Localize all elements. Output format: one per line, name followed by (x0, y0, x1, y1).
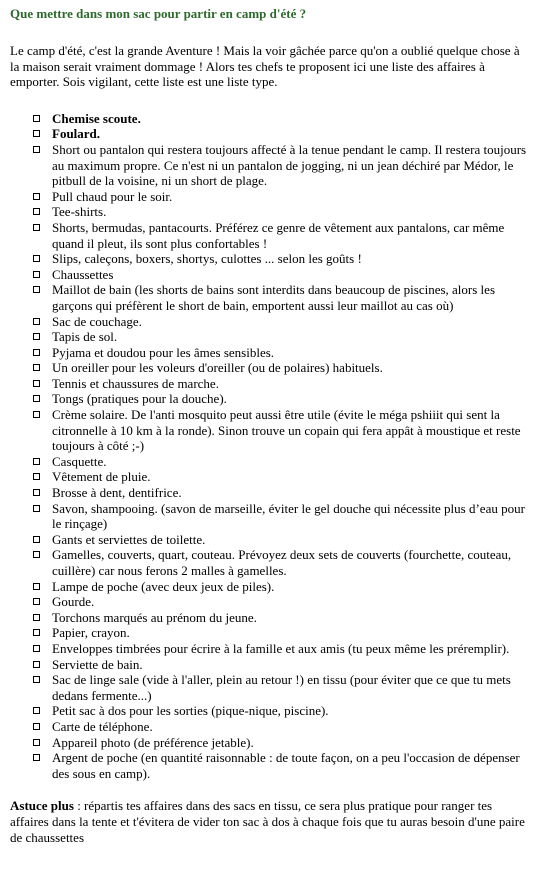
list-item-text: Pull chaud pour le soir. (52, 188, 173, 204)
list-item (33, 329, 530, 345)
checkbox-square-icon (33, 707, 40, 714)
list-item-text: Gourde. (52, 594, 95, 610)
list-item (33, 641, 530, 657)
checkbox-square-icon (33, 224, 40, 231)
checkbox-square-icon (33, 661, 40, 668)
list-item-text: Torchons marqués au prénom du jeune. (52, 609, 257, 625)
list-item-text: Sac de linge sale (vide à l'aller, plein au retour !) en tissu (pour éviter que ce que tu mets dedans fermente...) (52, 672, 511, 703)
list-item (33, 204, 530, 220)
list-item (33, 126, 530, 142)
list-item (33, 657, 530, 673)
checkbox-square-icon (33, 380, 40, 387)
list-item (33, 142, 530, 189)
list-item (33, 314, 530, 330)
list-item (33, 267, 530, 283)
list-item-text: Carte de téléphone. (52, 718, 153, 734)
checkbox-square-icon (33, 629, 40, 636)
tip-paragraph (10, 798, 530, 845)
list-item (33, 189, 530, 205)
checkbox-square-icon (33, 411, 40, 418)
list-item-text: Tongs (pratiques pour la douche). (52, 391, 227, 407)
checkbox-square-icon (33, 583, 40, 590)
list-item (33, 282, 530, 313)
list-item-text: Tee-shirts. (52, 204, 107, 220)
list-item (33, 376, 530, 392)
list-item-text: Papier, crayon. (52, 625, 130, 641)
checkbox-square-icon (33, 286, 40, 293)
intro-paragraph: Le camp d'été, c'est la grande Aventure ! Mais la voir gâchée parce qu'on a oublié quelque chose à la maison serait vraiment dommage ! Alors tes chefs te proposent ici une liste des affaires à emporter. Sois vigilant, cette liste est une liste type. (10, 43, 520, 90)
checkbox-square-icon (33, 598, 40, 605)
list-item-text: Gamelles, couverts, quart, couteau. Prévoyez deux sets de couverts (fourchette, couteau, cuillère) car nous ferons 2 malles à gamelles. (52, 547, 512, 578)
list-item-text: Chaussettes (52, 266, 114, 282)
list-item-text: Vêtement de pluie. (52, 469, 151, 485)
packing-list (10, 111, 530, 782)
list-item (33, 735, 530, 751)
checkbox-square-icon (33, 146, 40, 153)
tip-label: Astuce plus (10, 798, 74, 814)
list-item (33, 407, 530, 454)
list-item (33, 532, 530, 548)
list-item (33, 579, 530, 595)
list-item-text: Un oreiller pour les voleurs d'oreiller (ou de polaires) habituels. (52, 360, 383, 376)
list-item (33, 111, 530, 127)
checkbox-square-icon (33, 208, 40, 215)
list-item (33, 750, 530, 781)
checkbox-square-icon (33, 349, 40, 356)
checkbox-square-icon (33, 739, 40, 746)
checkbox-square-icon (33, 193, 40, 200)
list-item-text: Petit sac à dos pour les sorties (pique-nique, piscine). (52, 703, 329, 719)
checkbox-square-icon (33, 551, 40, 558)
list-item-text: Argent de poche (en quantité raisonnable : de toute façon, on a peu l'occasion de dépenser des sous en camp). (52, 750, 520, 781)
list-item (33, 594, 530, 610)
checkbox-square-icon (33, 645, 40, 652)
checkbox-square-icon (33, 395, 40, 402)
list-item-text: Short ou pantalon qui restera toujours affecté à la tenue pendant le camp. Il restera toujours au maximum propre. Ce n'est ni un pantalon de jogging, ni un jean déchiré par Médor, le pitbull de la voisine, ni un short de plage. (52, 141, 527, 189)
list-item (33, 719, 530, 735)
checkbox-square-icon (33, 333, 40, 340)
list-item-text: Gants et serviettes de toilette. (52, 531, 206, 547)
checkbox-square-icon (33, 536, 40, 543)
list-item-text: Foulard. (52, 126, 101, 142)
list-item (33, 360, 530, 376)
list-item-text: Slips, caleçons, boxers, shortys, culottes ... selon les goûts ! (52, 251, 362, 267)
list-item (33, 703, 530, 719)
checkbox-square-icon (33, 754, 40, 761)
checkbox-square-icon (33, 364, 40, 371)
list-item (33, 345, 530, 361)
list-item-text: Savon, shampooing. (savon de marseille, éviter le gel douche qui nécessite plus d’eau pour le rinçage) (52, 500, 525, 532)
checkbox-square-icon (33, 723, 40, 730)
checkbox-square-icon (33, 130, 40, 137)
list-item (33, 672, 530, 703)
list-item-text: Casquette. (52, 453, 107, 469)
list-item-text: Tennis et chaussures de marche. (52, 375, 219, 391)
page-title: Que mettre dans mon sac pour partir en camp d'été ? (10, 6, 307, 21)
checkbox-square-icon (33, 505, 40, 512)
list-item-text: Serviette de bain. (52, 656, 143, 672)
list-item-text: Enveloppes timbrées pour écrire à la famille et aux amis (tu peux même les préremplir). (52, 640, 510, 656)
list-item (33, 391, 530, 407)
list-item-text: Tapis de sol. (52, 329, 118, 345)
list-item-text: Appareil photo (de préférence jetable). (52, 734, 254, 750)
list-item-text: Crème solaire. De l'anti mosquito peut aussi être utile (évite le méga pshiiit qui sent la citronnelle à 10 km à la ronde). Sinon trouve un copain qui fera appât à moustique et reste toujours à côté ;-) (52, 407, 521, 454)
checkbox-square-icon (33, 255, 40, 262)
checkbox-square-icon (33, 115, 40, 122)
list-item (33, 220, 530, 251)
list-item (33, 485, 530, 501)
checkbox-square-icon (33, 458, 40, 465)
list-item-text: Pyjama et doudou pour les âmes sensibles. (52, 344, 275, 360)
list-item-text: Shorts, bermudas, pantacourts. Préférez ce genre de vêtement aux pantalons, car même quand il pleut, ils sont plus confortables ! (52, 219, 505, 251)
checkbox-square-icon (33, 473, 40, 480)
list-item (33, 610, 530, 626)
list-item (33, 625, 530, 641)
checkbox-square-icon (33, 614, 40, 621)
list-item-text: Maillot de bain (les shorts de bains sont interdits dans beaucoup de piscines, alors les garçons qui préfèrent le short de bain, emportent aussi leur maillot au cas où) (52, 282, 495, 313)
list-item (33, 251, 530, 267)
list-item (33, 547, 530, 578)
checkbox-square-icon (33, 318, 40, 325)
list-item-text: Chemise scoute. (52, 110, 141, 126)
list-item-text: Lampe de poche (avec deux jeux de piles). (52, 578, 275, 594)
list-item (33, 454, 530, 470)
list-item (33, 469, 530, 485)
list-item-text: Brosse à dent, dentifrice. (52, 485, 182, 501)
checkbox-square-icon (33, 271, 40, 278)
checkbox-square-icon (33, 489, 40, 496)
list-item (33, 501, 530, 532)
tip-text: : répartis tes affaires dans des sacs en tissu, ce sera plus pratique pour ranger tes affaires dans la tente et t'évitera de vider ton sac à dos à chaque fois que tu auras besoin d'une paire de chaussettes (10, 798, 525, 845)
list-item-text: Sac de couchage. (52, 313, 142, 329)
checkbox-square-icon (33, 676, 40, 683)
